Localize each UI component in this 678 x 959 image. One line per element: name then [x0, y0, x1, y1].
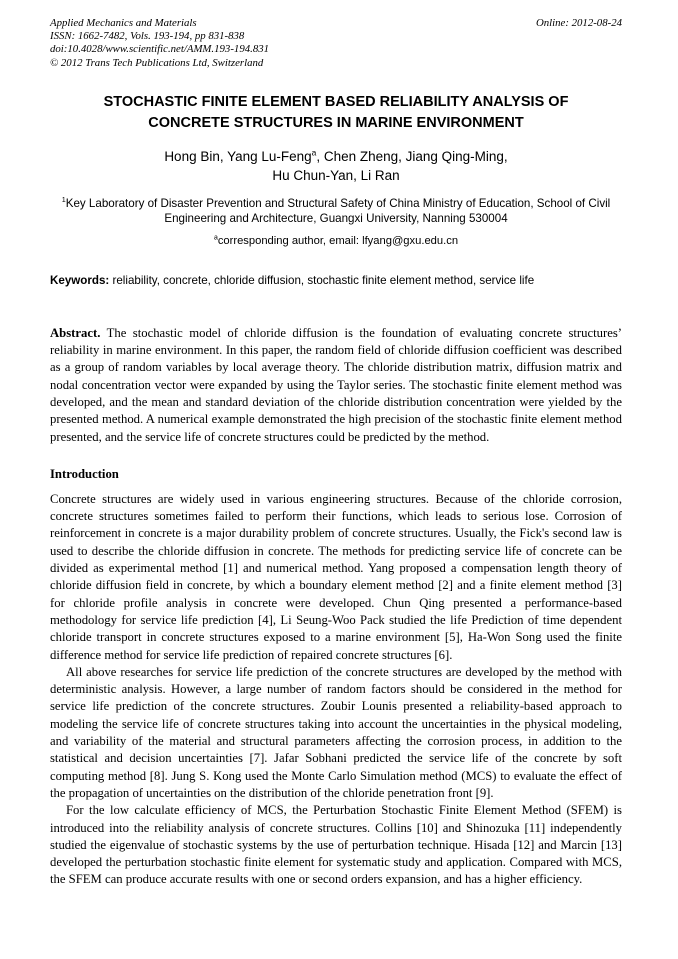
- journal-name: Applied Mechanics and Materials: [50, 17, 197, 29]
- affiliation-text: Key Laboratory of Disaster Prevention and Structural Safety of China Ministry of Education, School of Civil Engineering and Architecture, Guangxi University, Nanning 530004: [65, 196, 611, 225]
- keywords-label: Keywords:: [50, 273, 110, 287]
- corresponding-author-line: [50, 234, 622, 248]
- issn-line: ISSN: 1662-7482, Vols. 193-194, pp 831-838: [50, 30, 245, 43]
- doi-line: doi:10.4028/www.scientific.net/AMM.193-194.831: [50, 43, 270, 56]
- authors-line1-after-sup: , Chen Zheng, Jiang Qing-Ming,: [316, 148, 508, 164]
- abstract-label: Abstract.: [50, 325, 101, 340]
- abstract-text: The stochastic model of chloride diffusion is the foundation of evaluating concrete structures’ reliability in marine environment. In this paper, the random field of chloride diffusion coefficient was described as a group of random variables by local average theory. The chloride distribution matrix, diffusion matrix and nodal concentration vector were expanded by using the Taylor series. The stochastic finite element method was developed, and the mean and standard deviation of the chloride distribution concentration were yielded by the presented method. A numerical example demonstrated the high precision of the stochastic finite element method presented, and the service life of concrete structures could be predicted by the method.: [50, 325, 622, 444]
- keywords-line: [50, 273, 622, 288]
- author-superscript-a: a: [311, 147, 317, 158]
- abstract-paragraph: [50, 325, 622, 446]
- introduction-heading: Introduction: [50, 466, 119, 481]
- introduction-paragraph-2: All above researches for service life prediction of the concrete structures are developed by the method with deterministic analysis. However, a large number of random factors should be considered in the method for service life prediction of the concrete structures. Zoubir Lounis presented a reliability-based approach to modeling the service life of concrete structures taking into account the uncertainties in the physical modeling, and variability of the material and structural parameters affecting the corrosion process, in addition to the statistical and decision uncertainties [7]. Jafar Sobhani predicted the service life of the concrete by soft computing method [8]. Jung S. Kong used the Monte Carlo Simulation method (MCS) to evaluate the effect of the propagation of uncertainties on the distribution of the chloride penetration front [9].: [50, 664, 622, 800]
- affiliation-superscript-1: 1: [61, 194, 66, 204]
- affiliation-block: [52, 196, 620, 226]
- paper-title: STOCHASTIC FINITE ELEMENT BASED RELIABILITY ANALYSIS OF CONCRETE STRUCTURES IN MARINE ENVIRONMENT: [103, 93, 569, 131]
- corresponding-text: corresponding author, email: lfyang@gxu.edu.cn: [217, 234, 459, 247]
- corresponding-superscript-a: a: [213, 234, 218, 242]
- journal-header-left: [50, 17, 269, 70]
- authors-block: [50, 147, 622, 185]
- journal-header: [50, 17, 622, 70]
- introduction-paragraph-3: For the low calculate efficiency of MCS, the Perturbation Stochastic Finite Element Method (SFEM) is introduced into the reliability analysis of concrete structures. Collins [10] and Shinozuka [11] independently studied the eigenvalue of stochastic systems by the use of perturbation technique. Hisada [12] and Marcin [13] developed the perturbation stochastic finite element for systematic study and application. Compared with MCS, the SFEM can produce accurate results with one or second orders expansion, and has a higher efficiency.: [50, 803, 622, 887]
- keywords-text: reliability, concrete, chloride diffusion, stochastic finite element method, service life: [109, 273, 535, 287]
- authors-line1-before-sup: Hong Bin, Yang Lu-Feng: [164, 148, 312, 164]
- copyright-line: © 2012 Trans Tech Publications Ltd, Switzerland: [50, 56, 264, 69]
- online-date: Online: 2012-08-24: [535, 17, 622, 29]
- introduction-paragraph-1: Concrete structures are widely used in various engineering structures. Because of the chloride corrosion, concrete structures sometimes failed to perform their functions, which leads to serious lose. Corrosion of reinforcement in concrete is a major durability problem of concrete structures. Usually, the Fick's second law is used to describe the chloride diffusion in concrete. The methods for predicting service life of concrete can be divided as experimental method [1] and numerical method. Yang proposed a compensation length theory of chloride diffusion field in concrete, by which a boundary element method [2] and a finite element method [3] for chloride profile analysis in concrete were developed. Chun Qing presented a performance-based methodology for service life prediction [4], Li Seung-Woo Pack studied the life Prediction of time dependent chloride transport in concrete structures exposed to a marine environment [5], Ha-Won Song used the finite difference method for service life prediction of repaired concrete structures [6].: [50, 491, 622, 662]
- authors-line2: Hu Chun-Yan, Li Ran: [272, 167, 400, 183]
